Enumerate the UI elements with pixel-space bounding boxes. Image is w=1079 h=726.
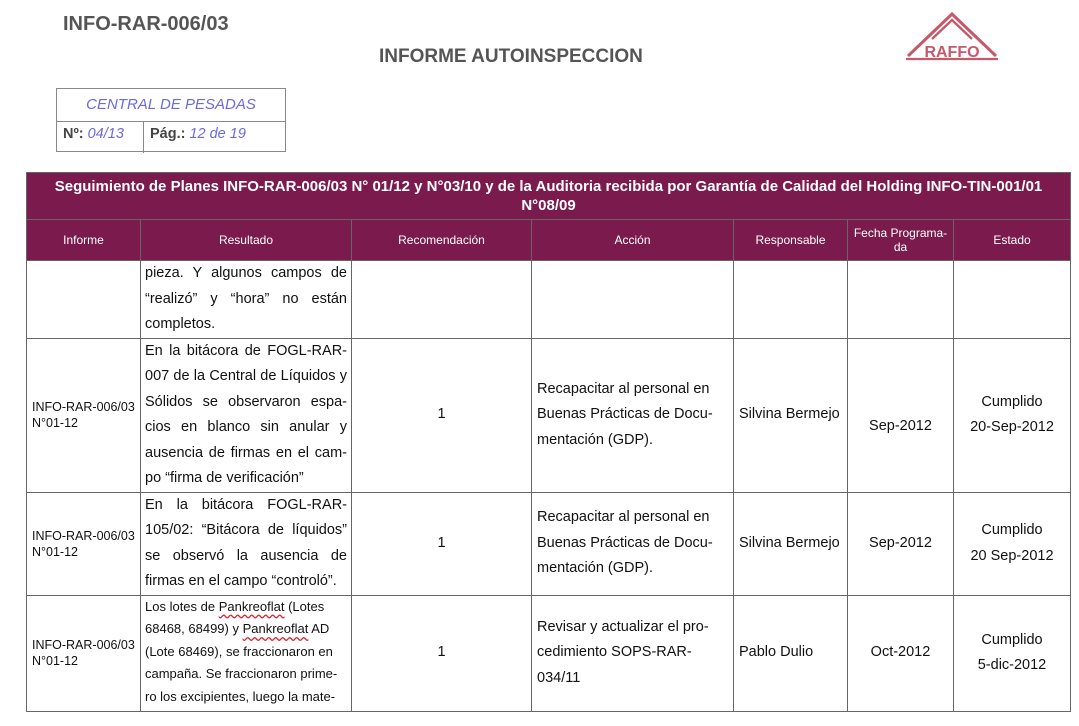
document-title: INFORME AUTOINSPECCION bbox=[379, 46, 643, 67]
cell-fecha: Oct-2012 bbox=[848, 595, 954, 711]
document-code: INFO-RAR-006/03 bbox=[63, 13, 229, 35]
table-title: Seguimiento de Planes INFO-RAR-006/03 N° 01/12 y N°03/10 y de la Auditoria recibida por Garantía de Calidad del Holding INFO-TIN-001/01 N°08/09 bbox=[27, 173, 1071, 220]
cell-responsable bbox=[734, 261, 848, 339]
cell-fecha: Sep-2012 bbox=[848, 492, 954, 595]
cell-recomendacion: 1 bbox=[352, 492, 532, 595]
cell-responsable: Pablo Dulio bbox=[734, 595, 848, 711]
estado-date: 20 Sep-2012 bbox=[970, 547, 1054, 564]
cell-estado bbox=[954, 595, 1071, 711]
cell-responsable: Silvina Bermejo bbox=[734, 492, 848, 595]
column-header-informe: Informe bbox=[27, 220, 141, 261]
column-header-recomendacion: Recomendación bbox=[352, 220, 532, 261]
cell-resultado: En la bitácora FOGL-RAR-105/02: “Bitácora de líquidos” se observó la ausencia de firmas en el campo “controló”. bbox=[141, 492, 352, 595]
logo-text: RAFFO bbox=[924, 44, 980, 61]
column-header-responsable: Responsable bbox=[734, 220, 848, 261]
estado-status: Cumplido bbox=[981, 393, 1043, 410]
identification-box bbox=[56, 88, 286, 152]
cell-informe: INFO-RAR-006/03 N°01-12 bbox=[27, 338, 141, 492]
report-number-value: 04/13 bbox=[87, 126, 124, 142]
column-header-fecha: Fecha Programa-da bbox=[848, 220, 954, 261]
cell-responsable: Silvina Bermejo bbox=[734, 338, 848, 492]
cell-accion: Recapacitar al personal en Buenas Prácticas de Docu-mentación (GDP). bbox=[532, 338, 734, 492]
raffo-logo bbox=[902, 8, 1002, 66]
cell-fecha bbox=[848, 261, 954, 339]
cell-recomendacion: 1 bbox=[352, 338, 532, 492]
spelling-flagged-word: Pankreoflat bbox=[242, 621, 309, 636]
follow-up-table bbox=[26, 172, 1071, 712]
cell-informe: INFO-RAR-006/03 N°01-12 bbox=[27, 492, 141, 595]
cell-informe bbox=[27, 261, 141, 339]
page-number-value: 12 de 19 bbox=[189, 126, 246, 142]
estado-date: 20-Sep-2012 bbox=[970, 419, 1054, 435]
cell-recomendacion bbox=[352, 261, 532, 339]
report-number-label: Nº: bbox=[63, 126, 84, 142]
table-row bbox=[27, 492, 1071, 595]
cell-resultado: pieza. Y algunos campos de “realizó” y “hora” no están completos. bbox=[141, 261, 352, 339]
resultado-text-2: (Lotes 68468, 68499) y bbox=[145, 598, 325, 636]
page-number bbox=[144, 122, 251, 153]
table-row bbox=[27, 261, 1071, 339]
cell-accion bbox=[532, 261, 734, 339]
cell-accion: Revisar y actualizar el pro-cedimiento SOPS-RAR-034/11 bbox=[532, 595, 734, 711]
table-row bbox=[27, 338, 1071, 492]
estado-status: Cumplido bbox=[981, 631, 1043, 648]
column-header-accion: Acción bbox=[532, 220, 734, 261]
spelling-flagged-word: Pankreoflat bbox=[218, 598, 285, 614]
cell-fecha: Sep-2012 bbox=[848, 338, 954, 492]
page-number-label: Pág.: bbox=[150, 126, 186, 142]
cell-resultado bbox=[141, 595, 352, 711]
resultado-text-1: Los lotes de bbox=[145, 598, 219, 614]
estado-status: Cumplido bbox=[981, 522, 1043, 538]
department-label: CENTRAL DE PESADAS bbox=[57, 89, 285, 122]
cell-resultado: En la bitácora de FOGL-RAR-007 de la Central de Líquidos y Sólidos se observaron espa-cios en blanco sin anular y ausencia de firmas en el cam-po “firma de verificación” bbox=[141, 338, 352, 492]
column-header-resultado: Resultado bbox=[141, 220, 352, 261]
cell-estado bbox=[954, 492, 1071, 595]
report-number bbox=[57, 122, 144, 153]
cell-estado bbox=[954, 338, 1071, 492]
cell-accion: Recapacitar al personal en Buenas Prácticas de Docu-mentación (GDP). bbox=[532, 492, 734, 595]
cell-estado bbox=[954, 261, 1071, 339]
resultado-text-3: AD (Lote 68469), se fraccionaron en campaña. Se fraccionaron prime-ro los excipientes, luego la mate- bbox=[145, 621, 338, 704]
table-row bbox=[27, 595, 1071, 711]
cell-informe: INFO-RAR-006/03 N°01-12 bbox=[27, 595, 141, 711]
cell-recomendacion: 1 bbox=[352, 595, 532, 711]
column-header-estado: Estado bbox=[954, 220, 1071, 261]
estado-date: 5-dic-2012 bbox=[977, 657, 1047, 673]
